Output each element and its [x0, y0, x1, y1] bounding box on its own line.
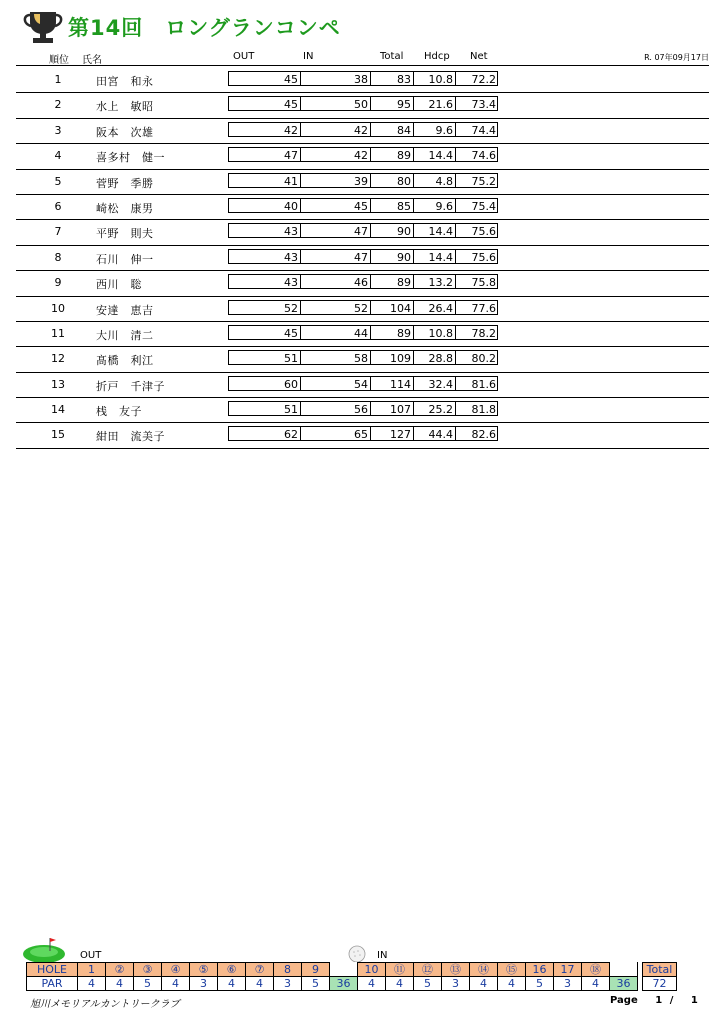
table-row — [16, 423, 709, 448]
hdcp-column-header: Hdcp — [424, 51, 450, 62]
in-subtotal-header — [610, 963, 638, 977]
hole-number: ② — [106, 963, 134, 977]
hdcp-cell: 32.4 — [428, 377, 453, 391]
net-cell: 78.2 — [471, 326, 496, 340]
name-cell: 安達 恵吉 — [96, 303, 154, 317]
hole-number: ⑥ — [218, 963, 246, 977]
total-label: Total — [643, 963, 677, 977]
in-cell: 42 — [354, 123, 368, 137]
rank-cell: 10 — [51, 301, 65, 315]
par-value: 4 — [498, 977, 526, 991]
out-cell: 43 — [284, 276, 298, 290]
par-value: 5 — [302, 977, 330, 991]
total-cell: 84 — [397, 123, 411, 137]
name-cell: 喜多村 健一 — [96, 151, 165, 165]
rank-cell: 11 — [51, 326, 65, 340]
total-cell: 89 — [397, 326, 411, 340]
total-cell: 127 — [390, 428, 411, 442]
par-value: 5 — [526, 977, 554, 991]
in-cell: 56 — [354, 403, 368, 417]
report-date: R. 07年09月17日 — [644, 53, 709, 62]
out-label: OUT — [80, 950, 102, 961]
rank-cell: 9 — [54, 276, 62, 290]
rank-cell: 3 — [54, 123, 62, 137]
par-value: 3 — [554, 977, 582, 991]
net-cell: 77.6 — [471, 301, 496, 315]
in-cell: 50 — [354, 98, 368, 112]
page-current: 1 — [655, 995, 663, 1006]
rank-cell: 2 — [54, 98, 62, 112]
table-row — [16, 373, 709, 398]
name-cell: 崎松 康男 — [96, 201, 154, 215]
page-total: 1 — [690, 995, 698, 1006]
total-cell: 83 — [397, 73, 411, 86]
net-cell: 72.2 — [471, 73, 496, 86]
in-par-total: 36 — [610, 977, 638, 991]
net-column-header: Net — [470, 51, 488, 62]
net-cell: 82.6 — [471, 428, 496, 442]
hdcp-cell: 9.6 — [435, 123, 453, 137]
table-row — [16, 347, 709, 372]
page-indicator — [610, 995, 698, 1006]
hdcp-cell: 4.8 — [435, 174, 453, 188]
hole-row — [27, 963, 677, 977]
hdcp-cell: 9.6 — [435, 199, 453, 213]
out-column-header: OUT — [233, 51, 255, 62]
par-value: 5 — [414, 977, 442, 991]
in-label: IN — [377, 950, 388, 961]
table-row — [16, 322, 709, 347]
hole-number: 17 — [554, 963, 582, 977]
rank-cell: 15 — [51, 428, 65, 442]
name-cell: 髙橋 利江 — [96, 354, 154, 368]
total-column-header: Total — [380, 51, 404, 62]
par-value: 4 — [358, 977, 386, 991]
rank-cell: 7 — [54, 225, 62, 239]
net-cell: 80.2 — [471, 352, 496, 366]
table-row — [16, 297, 709, 322]
total-cell: 89 — [397, 276, 411, 290]
out-cell: 60 — [284, 377, 298, 391]
in-cell: 65 — [354, 428, 368, 442]
hdcp-cell: 14.4 — [428, 149, 453, 163]
table-row — [16, 170, 709, 195]
out-cell: 45 — [284, 326, 298, 340]
in-cell: 46 — [354, 276, 368, 290]
hole-number: 10 — [358, 963, 386, 977]
out-cell: 45 — [284, 98, 298, 112]
page-separator: / — [669, 995, 674, 1006]
total-cell: 85 — [397, 199, 411, 213]
in-column-header: IN — [303, 51, 314, 62]
hdcp-cell: 13.2 — [428, 276, 453, 290]
par-value: 3 — [442, 977, 470, 991]
page-label: Page — [610, 995, 638, 1006]
hole-number: ⑤ — [190, 963, 218, 977]
total-cell: 90 — [397, 225, 411, 239]
name-cell: 田宮 和永 — [96, 75, 154, 88]
par-value: 4 — [470, 977, 498, 991]
par-value: 3 — [190, 977, 218, 991]
out-cell: 51 — [284, 403, 298, 417]
page-title: 第14回 ロングランコンペ — [68, 16, 341, 40]
par-value: 4 — [582, 977, 610, 991]
total-cell: 89 — [397, 149, 411, 163]
net-cell: 75.2 — [471, 174, 496, 188]
par-label: PAR — [27, 977, 78, 991]
hdcp-cell: 44.4 — [428, 428, 453, 442]
course-footer — [0, 936, 723, 1024]
out-cell: 51 — [284, 352, 298, 366]
in-cell: 42 — [354, 149, 368, 163]
total-par: 72 — [643, 977, 677, 991]
hdcp-cell: 25.2 — [428, 403, 453, 417]
out-cell: 43 — [284, 250, 298, 264]
hole-number: ⑪ — [386, 963, 414, 977]
hole-number: ⑦ — [246, 963, 274, 977]
par-value: 4 — [218, 977, 246, 991]
hole-number: 16 — [526, 963, 554, 977]
table-row — [16, 119, 709, 144]
net-cell: 75.8 — [471, 276, 496, 290]
in-cell: 45 — [354, 199, 368, 213]
hdcp-cell: 21.6 — [428, 98, 453, 112]
name-cell: 桟 友子 — [96, 405, 142, 419]
hole-number: ⑭ — [470, 963, 498, 977]
table-row — [16, 68, 709, 93]
in-cell: 47 — [354, 250, 368, 264]
name-cell: 阪本 次雄 — [96, 125, 154, 139]
in-cell: 38 — [354, 73, 368, 86]
total-cell: 90 — [397, 250, 411, 264]
hole-number: ⑫ — [414, 963, 442, 977]
name-cell: 石川 伸一 — [96, 252, 154, 266]
table-row — [16, 246, 709, 271]
hdcp-cell: 14.4 — [428, 225, 453, 239]
hdcp-cell: 28.8 — [428, 352, 453, 366]
name-cell: 西川 聡 — [96, 278, 142, 292]
out-cell: 52 — [284, 301, 298, 315]
name-cell: 水上 敏昭 — [96, 100, 154, 114]
net-cell: 81.8 — [471, 403, 496, 417]
hole-label: HOLE — [27, 963, 78, 977]
hdcp-cell: 14.4 — [428, 250, 453, 264]
hole-number: ⑱ — [582, 963, 610, 977]
name-cell: 大川 清二 — [96, 328, 154, 342]
par-row — [27, 977, 677, 991]
rank-cell: 8 — [54, 250, 62, 264]
total-cell: 104 — [390, 301, 411, 315]
in-cell: 52 — [354, 301, 368, 315]
club-name: 旭川メモリアルカントリークラブ — [30, 999, 180, 1010]
table-row — [16, 220, 709, 245]
net-cell: 74.6 — [471, 149, 496, 163]
par-value: 4 — [246, 977, 274, 991]
par-value: 4 — [162, 977, 190, 991]
results-table — [16, 68, 709, 449]
rank-cell: 14 — [51, 403, 65, 417]
out-par-total: 36 — [330, 977, 358, 991]
rank-cell: 6 — [54, 199, 62, 213]
total-cell: 95 — [397, 98, 411, 112]
hdcp-cell: 10.8 — [428, 326, 453, 340]
rank-cell: 5 — [54, 174, 62, 188]
hole-number: ③ — [134, 963, 162, 977]
hole-number: 9 — [302, 963, 330, 977]
net-cell: 74.4 — [471, 123, 496, 137]
course-scorecard — [26, 962, 677, 991]
name-column-header: 氏名 — [82, 55, 102, 66]
in-cell: 58 — [354, 352, 368, 366]
out-cell: 40 — [284, 199, 298, 213]
total-cell: 80 — [397, 174, 411, 188]
table-row — [16, 144, 709, 169]
name-cell: 折戸 千津子 — [96, 379, 165, 393]
total-cell: 109 — [390, 352, 411, 366]
hole-number: ⑬ — [442, 963, 470, 977]
name-cell: 紺田 流美子 — [96, 430, 165, 444]
net-cell: 73.4 — [471, 98, 496, 112]
in-cell: 54 — [354, 377, 368, 391]
rank-cell: 12 — [51, 352, 65, 366]
par-value: 4 — [106, 977, 134, 991]
out-cell: 62 — [284, 428, 298, 442]
par-value: 4 — [386, 977, 414, 991]
trophy-icon — [20, 10, 66, 44]
net-cell: 75.4 — [471, 199, 496, 213]
title-area — [20, 10, 440, 44]
hole-number: ④ — [162, 963, 190, 977]
rank-column-header: 順位 — [49, 55, 69, 66]
out-cell: 42 — [284, 123, 298, 137]
out-cell: 47 — [284, 149, 298, 163]
out-subtotal-header — [330, 963, 358, 977]
net-cell: 75.6 — [471, 225, 496, 239]
par-value: 5 — [134, 977, 162, 991]
hole-number: 1 — [78, 963, 106, 977]
hdcp-cell: 10.8 — [428, 73, 453, 86]
column-header-row — [16, 50, 709, 66]
table-row — [16, 271, 709, 296]
table-row — [16, 93, 709, 118]
rank-cell: 13 — [51, 377, 65, 391]
table-row — [16, 398, 709, 423]
hdcp-cell: 26.4 — [428, 301, 453, 315]
out-cell: 45 — [284, 73, 298, 86]
name-cell: 平野 則夫 — [96, 227, 154, 241]
in-cell: 39 — [354, 174, 368, 188]
rank-cell: 4 — [54, 149, 62, 163]
net-cell: 81.6 — [471, 377, 496, 391]
total-cell: 107 — [390, 403, 411, 417]
hole-number: 8 — [274, 963, 302, 977]
total-cell: 114 — [390, 377, 411, 391]
table-row — [16, 195, 709, 220]
par-value: 4 — [78, 977, 106, 991]
out-cell: 41 — [284, 174, 298, 188]
net-cell: 75.6 — [471, 250, 496, 264]
out-cell: 43 — [284, 225, 298, 239]
rank-cell: 1 — [54, 73, 62, 86]
hole-number: ⑮ — [498, 963, 526, 977]
in-cell: 44 — [354, 326, 368, 340]
par-value: 3 — [274, 977, 302, 991]
name-cell: 菅野 季勝 — [96, 176, 154, 190]
in-cell: 47 — [354, 225, 368, 239]
